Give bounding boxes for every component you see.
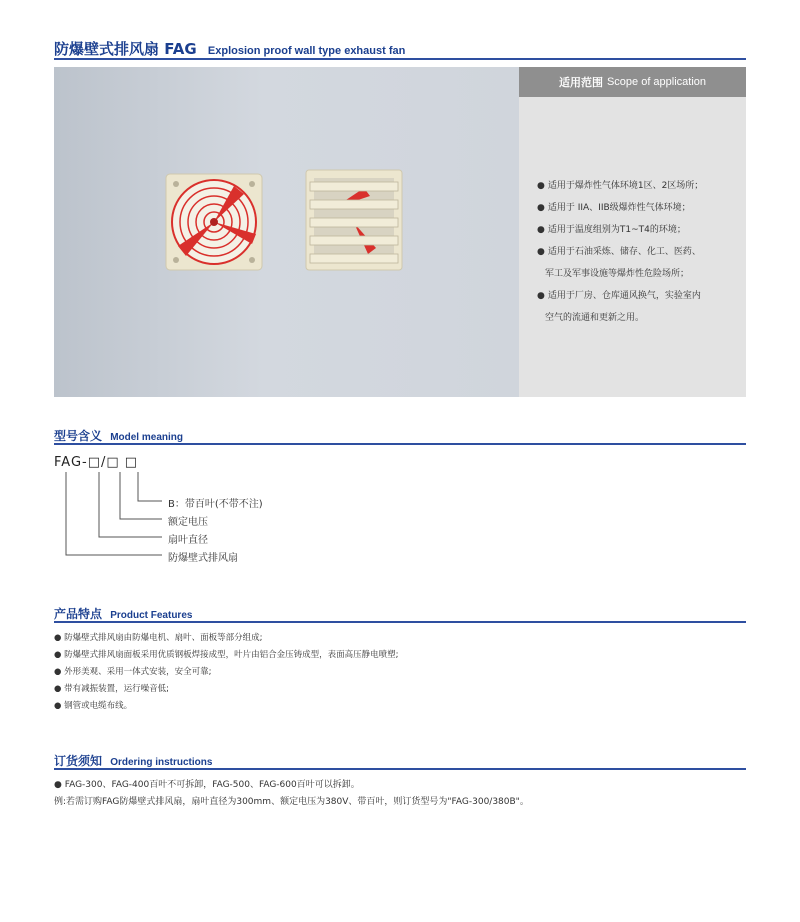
model-rule [54,443,746,445]
feature-item: ● 外形美观、采用一体式安装，安全可靠; [54,667,212,677]
fan-louver-image [304,168,404,272]
feature-item: ● 钢管或电缆布线。 [54,701,133,711]
model-label: 防爆壁式排风扇 [168,553,238,564]
features-section-title [54,605,192,622]
scope-header [519,67,746,97]
features-title-cn: 产品特点 [54,607,103,621]
scope-item: ● 适用于 IIA、IIB级爆炸性气体环境； [537,203,691,213]
features-rule [54,621,746,623]
feature-item: ● 防爆壁式排风扇由防爆电机、扇叶、面板等部分组成; [54,633,263,643]
scope-item-continued: 军工及军事设施等爆炸性危险场所； [545,269,690,279]
model-section-title [54,427,183,444]
model-title-en: Model meaning [110,432,183,443]
ordering-rule [54,768,746,770]
feature-item: ● 防爆壁式排风扇面板采用优质钢板焊接成型，叶片由铝合金压铸成型，表面高压静电喷塑; [54,650,399,660]
ordering-example: 例:若需订购FAG防爆壁式排风扇，扇叶直径为300mm、额定电压为380V、带百叶，则订货型号为"FAG-300/380B"。 [54,797,529,807]
page-title-cn: 防爆壁式排风扇 FAG [54,40,197,58]
scope-item-continued: 空气的流通和更新之用。 [545,313,645,323]
scope-item: ● 适用于石油采炼、储存、化工、医药、 [537,247,701,257]
product-photo [54,67,519,397]
ordering-title-en: Ordering instructions [110,757,213,768]
model-title-cn: 型号含义 [54,429,103,443]
page-title-en: Explosion proof wall type exhaust fan [207,45,406,57]
ordering-list [54,777,529,811]
features-list [54,630,399,715]
model-code: FAG-□/□ □ [54,455,139,470]
feature-item: ● 带有减振装置，运行噪音低; [54,684,169,694]
model-label: 额定电压 [168,517,208,528]
scope-panel [519,67,746,397]
fan-front-image [164,172,264,272]
scope-title-cn: 适用范围 [558,76,603,89]
model-label: B：带百叶(不带不注) [168,499,263,510]
features-title-en: Product Features [110,610,193,621]
model-diagram-lines [54,470,174,580]
hero-panel [54,67,746,397]
scope-item: ● 适用于爆炸性气体环境1区、2区场所； [537,181,704,191]
scope-list [537,175,737,329]
ordering-section-title [54,752,212,769]
page-title [54,38,405,59]
scope-title-en: Scope of application [606,76,707,88]
model-label: 扇叶直径 [168,535,208,546]
scope-item: ● 适用于温度组别为T1~T4的环境； [537,225,686,235]
ordering-item: ● FAG-300、FAG-400百叶不可拆卸，FAG-500、FAG-600百叶可以拆卸。 [54,780,360,790]
scope-item: ● 适用于厂房、仓库通风换气，实验室内 [537,291,701,301]
ordering-title-cn: 订货须知 [54,754,103,768]
header-rule [54,58,746,60]
